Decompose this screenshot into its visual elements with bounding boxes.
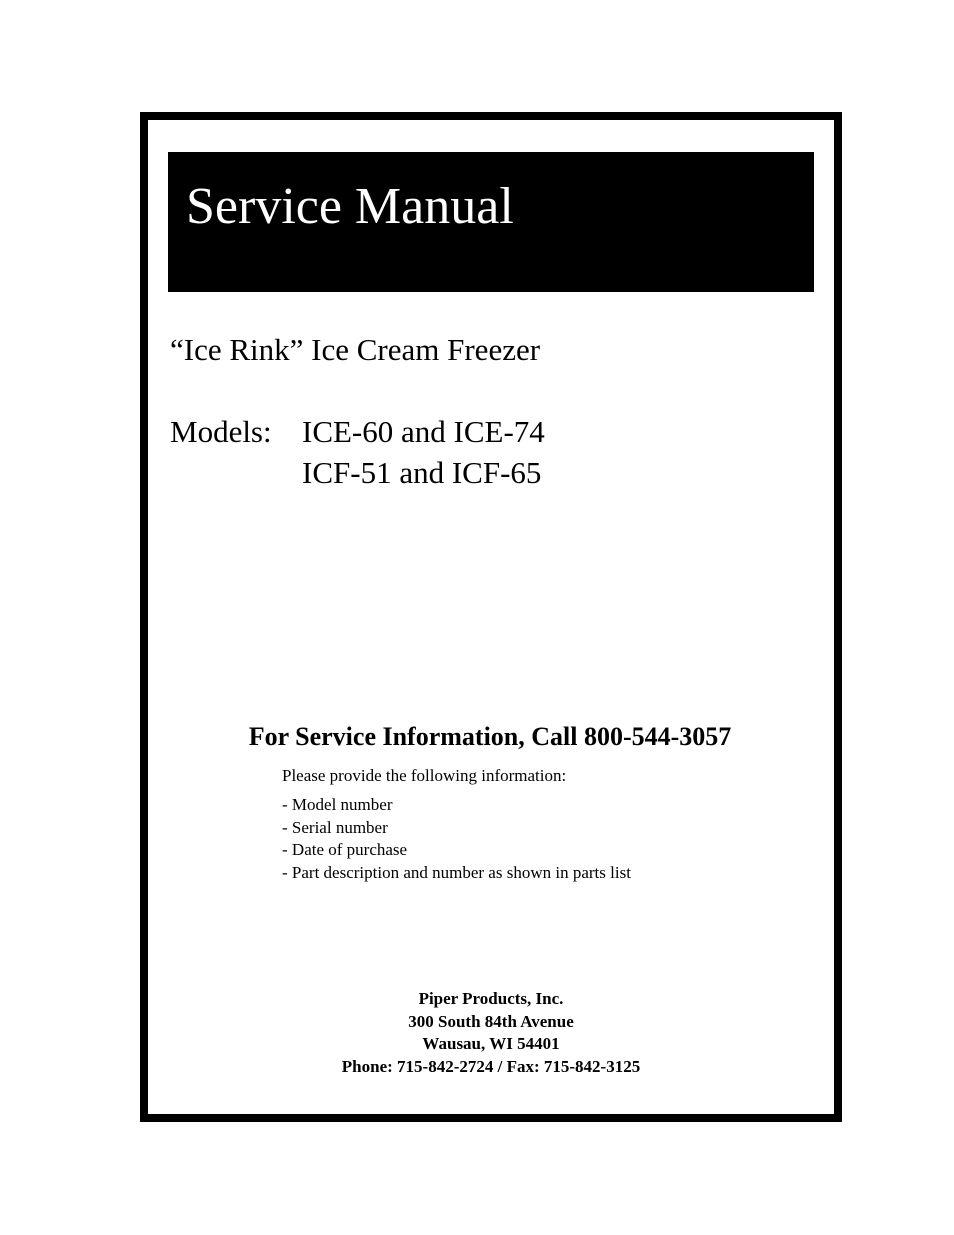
service-info-heading: For Service Information, Call 800-544-3057 — [248, 722, 732, 751]
document-title: Service Manual — [186, 178, 514, 235]
list-item: - Serial number — [282, 817, 388, 837]
title-banner — [168, 152, 814, 292]
company-street: 300 South 84th Avenue — [408, 1011, 574, 1031]
service-info-intro: Please provide the following information: — [282, 766, 567, 785]
list-item: - Model number — [282, 795, 393, 814]
service-info-list — [282, 794, 631, 884]
company-city: Wausau, WI 54401 — [422, 1034, 560, 1053]
models-label: Models: — [170, 414, 272, 449]
list-item: - Date of purchase — [282, 840, 408, 859]
company-name: Piper Products, Inc. — [418, 989, 564, 1008]
models-line-2: ICF-51 and ICF-65 — [302, 455, 542, 490]
list-item: - Part description and number as shown in parts list — [282, 862, 631, 882]
models-line-1: ICE-60 and ICE-74 — [302, 414, 545, 449]
company-contact: Phone: 715-842-2724 / Fax: 715-842-3125 — [341, 1056, 641, 1076]
company-address-block — [140, 988, 842, 1078]
product-subtitle: “Ice Rink” Ice Cream Freezer — [170, 332, 541, 367]
